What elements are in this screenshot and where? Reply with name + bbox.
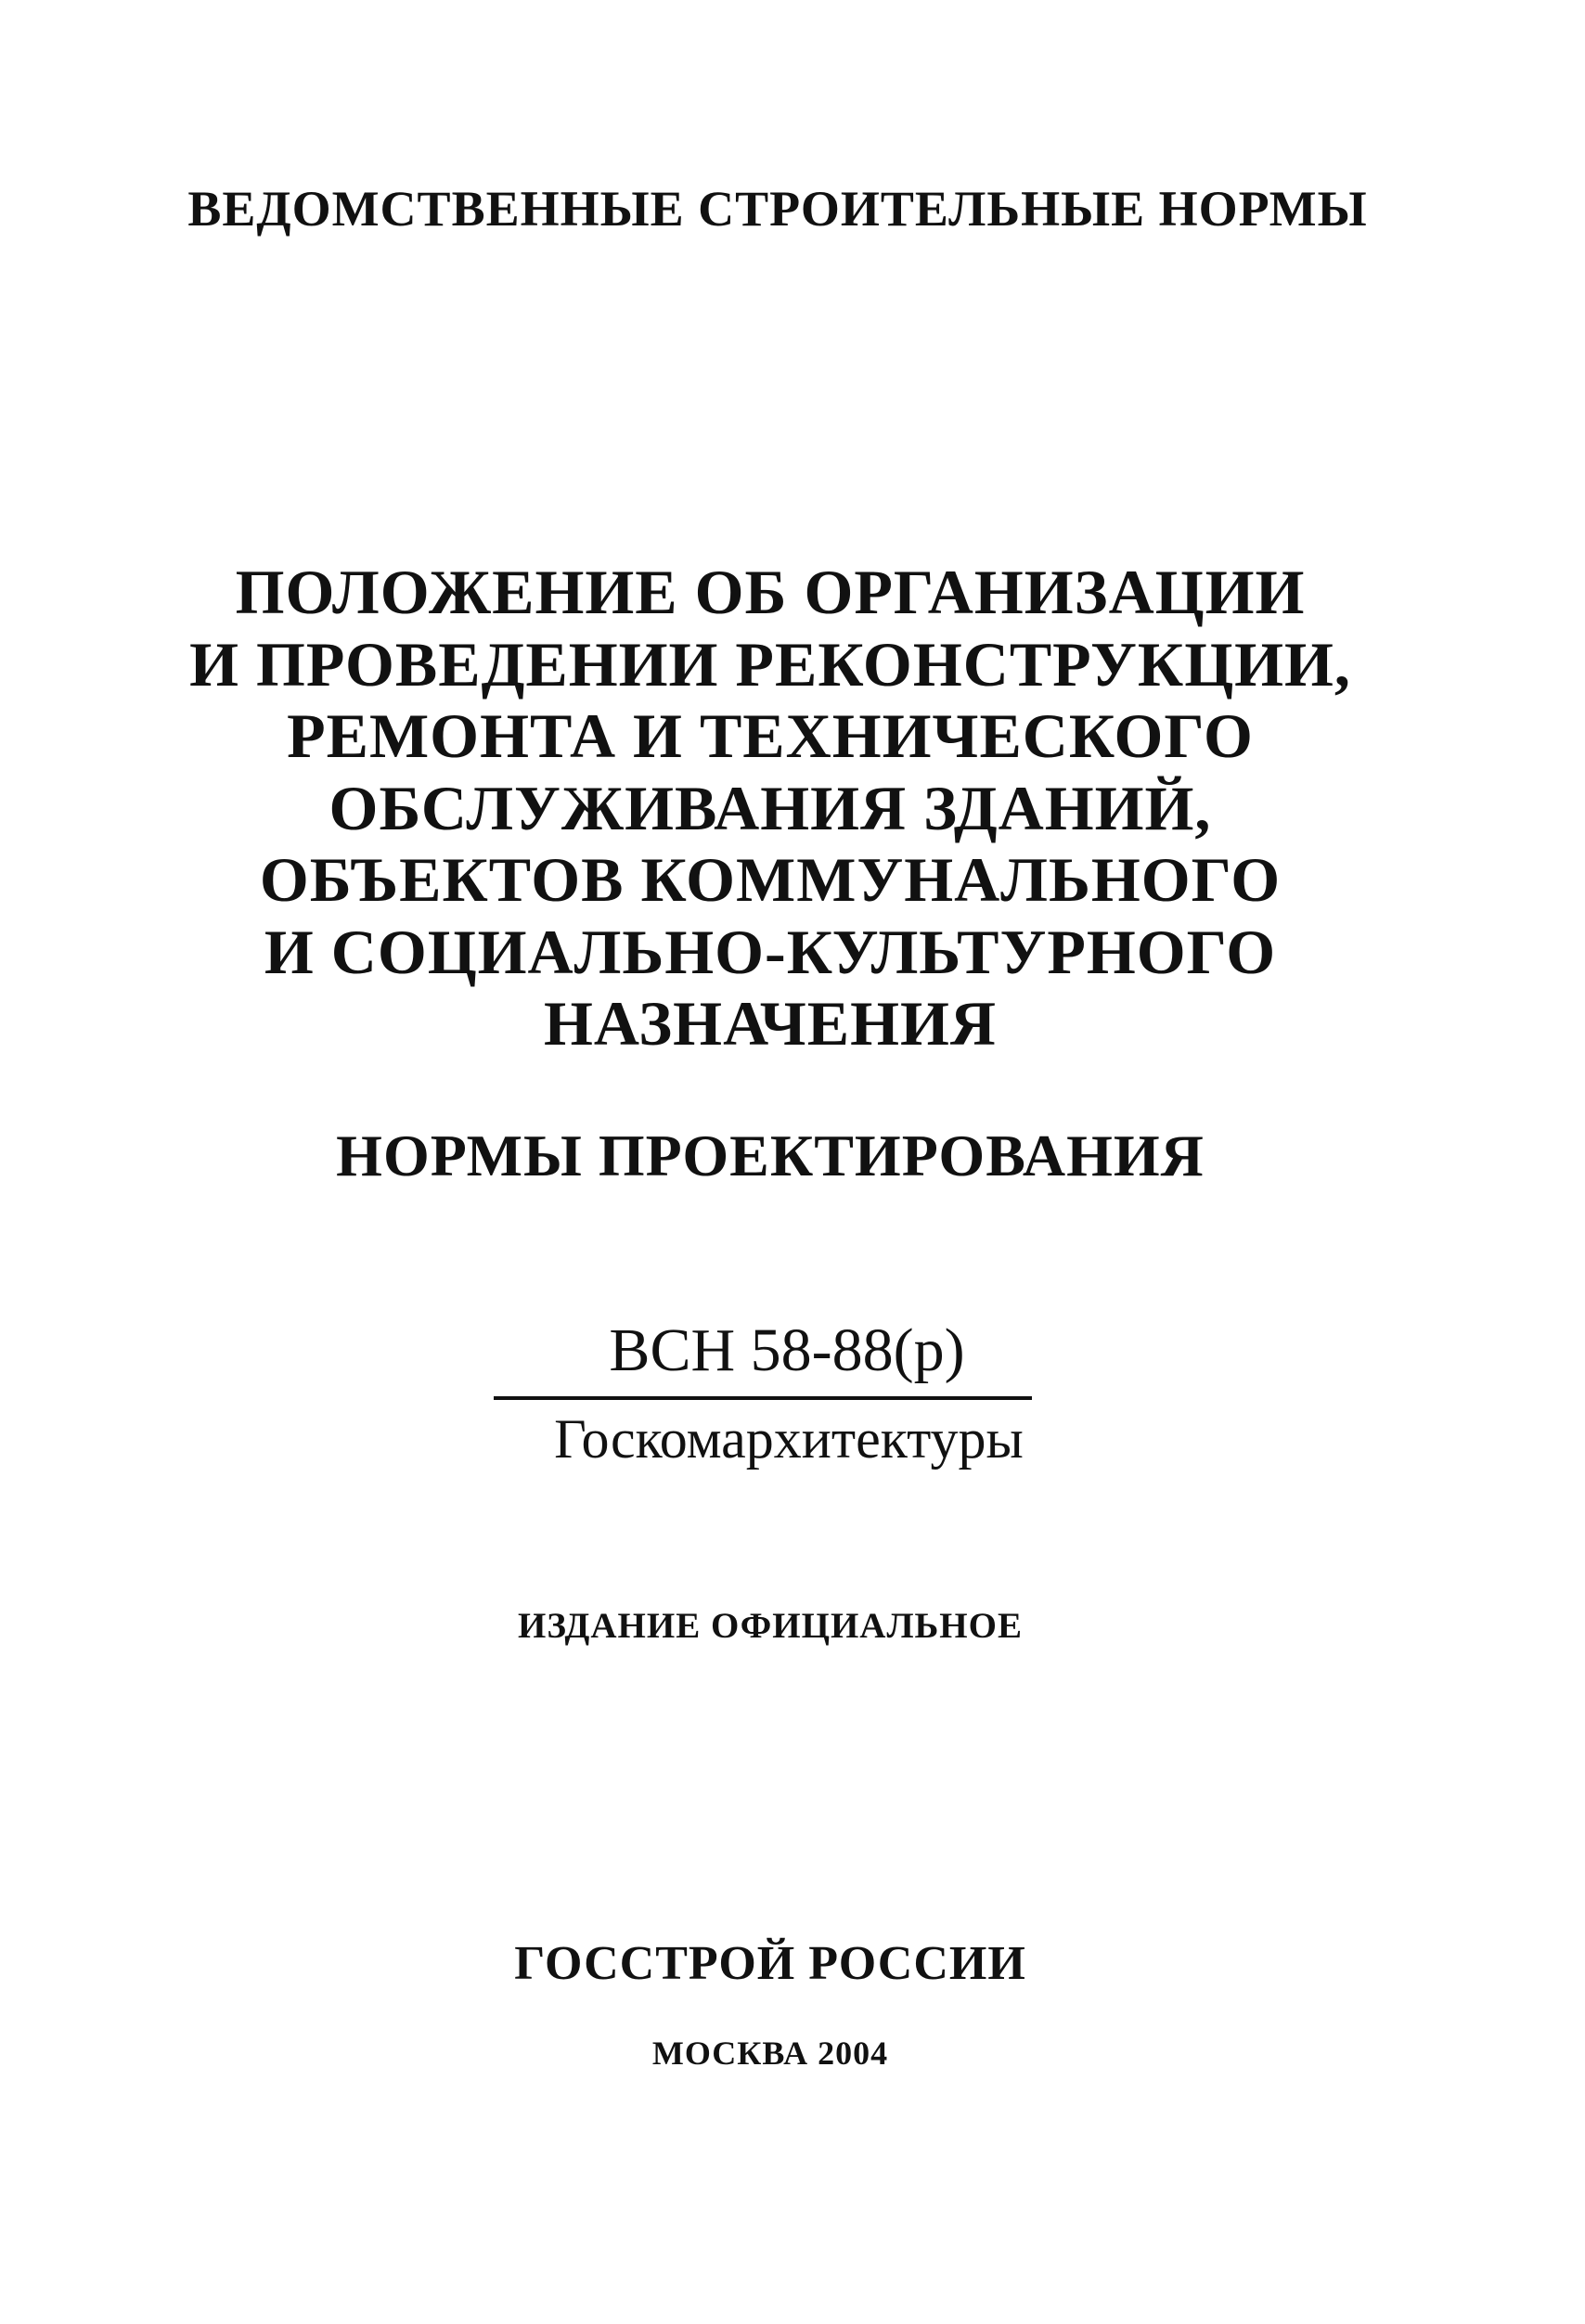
title-line: НАЗНАЧЕНИЯ xyxy=(543,988,998,1059)
title-line: ОБЪЕКТОВ КОММУНАЛЬНОГО xyxy=(259,844,1282,915)
city-year: МОСКВА 2004 xyxy=(651,2035,889,2072)
document-title xyxy=(0,557,1563,1060)
document-series: ВЕДОМСТВЕННЫЕ СТРОИТЕЛЬНЫЕ НОРМЫ xyxy=(187,181,1368,237)
document-code: ВСН 58-88(р) xyxy=(609,1316,965,1384)
document-subtitle: НОРМЫ ПРОЕКТИРОВАНИЯ xyxy=(336,1123,1205,1188)
title-line: И СОЦИАЛЬНО-КУЛЬТУРНОГО xyxy=(264,916,1277,987)
title-line: И ПРОВЕДЕНИИ РЕКОНСТРУКЦИИ, xyxy=(189,628,1351,700)
title-line: РЕМОНТА И ТЕХНИЧЕСКОГО xyxy=(287,700,1254,771)
title-line: ПОЛОЖЕНИЕ ОБ ОРГАНИЗАЦИИ xyxy=(235,557,1306,627)
publisher: ГОССТРОЙ РОССИИ xyxy=(514,1937,1026,1990)
code-divider xyxy=(494,1396,1032,1400)
edition-label: ИЗДАНИЕ ОФИЦИАЛЬНОЕ xyxy=(518,1606,1023,1646)
title-line: ОБСЛУЖИВАНИЯ ЗДАНИЙ, xyxy=(329,772,1212,843)
issuing-agency: Госкомархитектуры xyxy=(554,1408,1024,1470)
